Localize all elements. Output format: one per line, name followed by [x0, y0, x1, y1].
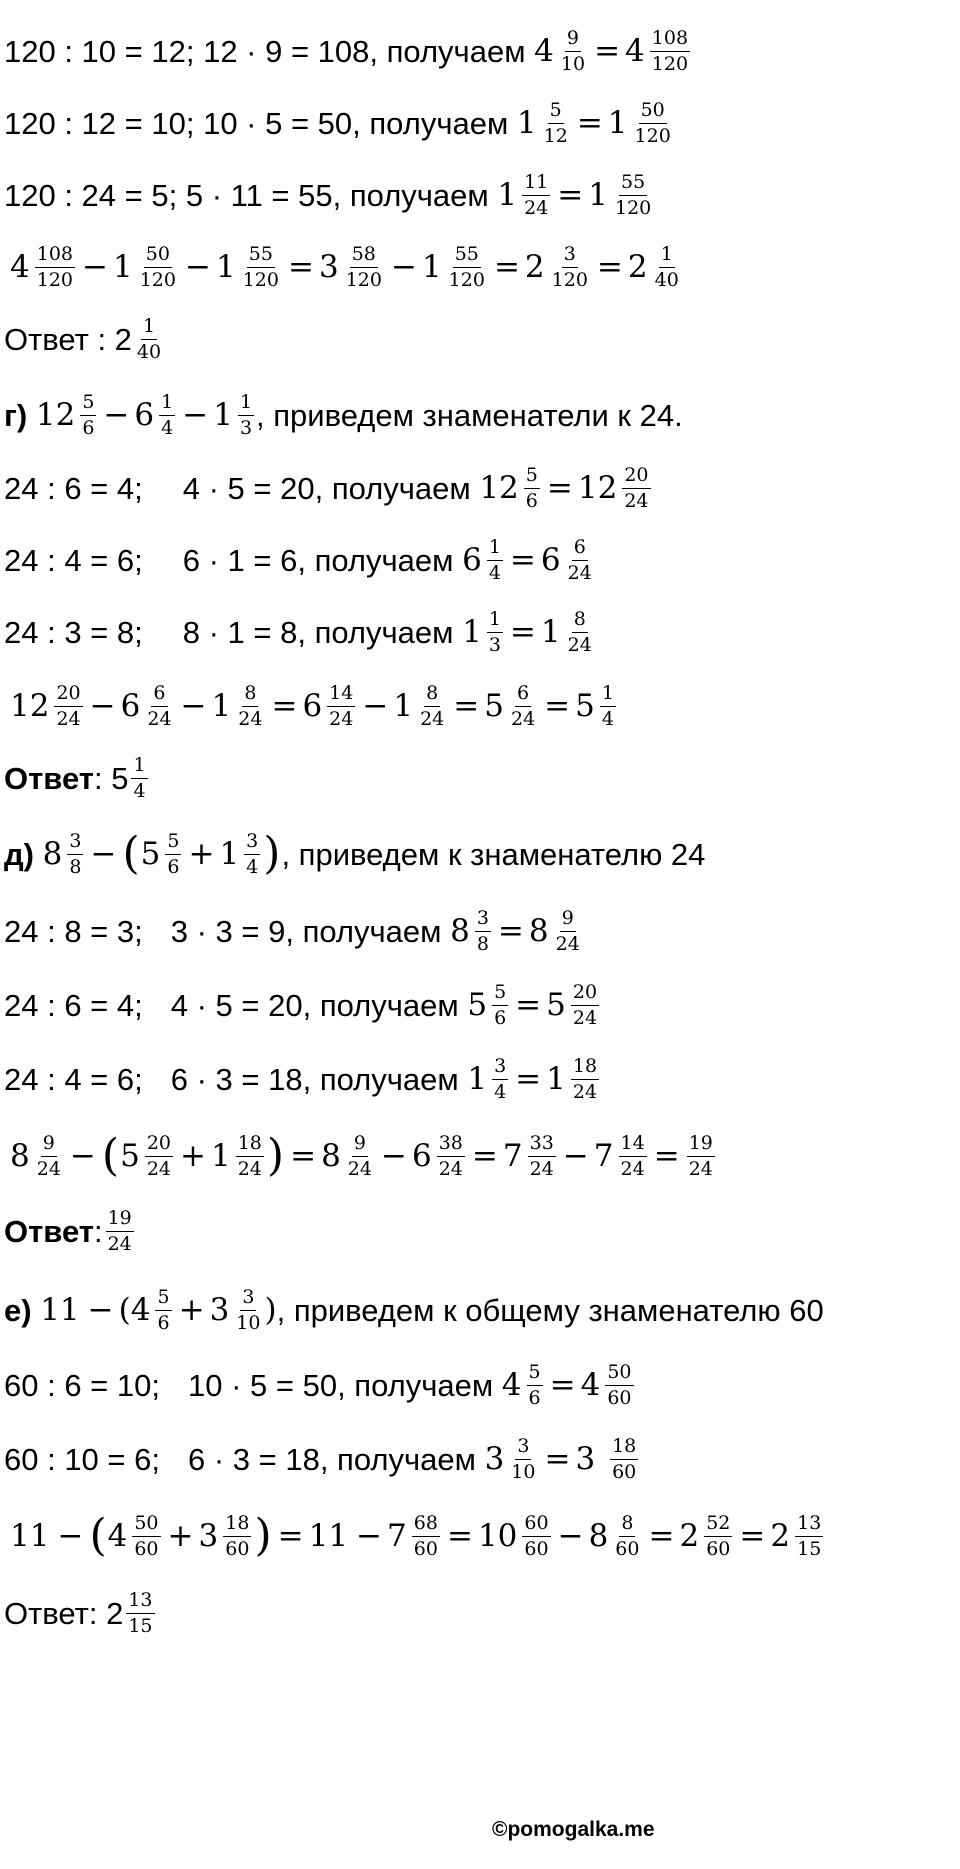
c-line-1: 120 : 10 = 12; 12 · 9 = 108, получаем 4 $\frac{9}{10}$ = 4 $\frac{108}{120}$ [4, 28, 950, 75]
d-line-3: 24 : 4 = 6; 6 · 3 = 18, получаем 1 $\frac{3}{4}$ = 1 $\frac{18}{24}$ [4, 1055, 598, 1103]
d-answer: Ответ : $\frac{19}{24}$ [4, 1207, 132, 1255]
g-line-2: 24 : 4 = 6; 6 · 1 = 6, получаем 6 $\frac{1}{4}$ = 6 $\frac{6}{24}$ [4, 536, 592, 584]
c-line-3: 120 : 24 = 5; 5 · 11 = 55, получаем 1 $\frac{11}{24}$ = 1 $\frac{55}{120}$ [4, 172, 950, 219]
g-calculation: 12 $\frac{20}{24}$ − 6 $\frac{6}{24}$ − 1 $\frac{8}{24}$ = 6 $\frac{14}{24}$ − 1 $\frac{8}{24}$ = 5 $\frac{6}{24}$ = 5 $\frac{1}{4}$ [10, 682, 614, 730]
e-calculation: 11 − ( 4 $\frac{50}{60}$ + 3 $\frac{18}{60}$ ) = 11 − 7 $\frac{68}{60}$ = 10 $\frac{60}{60}$ − 8 $\frac{8}{60}$ = 2 $\frac{52}{60}$ = 2 $\frac{13}{15}$ [10, 1510, 822, 1562]
d-line-1: 24 : 8 = 3; 3 · 3 = 9, получаем 8 $\frac{3}{8}$ = 8 $\frac{9}{24}$ [4, 907, 580, 955]
g-answer: Ответ : 5 $\frac{1}{4}$ [4, 754, 146, 802]
c-line-2-math: 1 $\frac{5}{12}$ = 1 $\frac{50}{120}$ [516, 99, 671, 147]
d-line-2: 24 : 6 = 4; 4 · 5 = 20, получаем 5 $\frac{5}{6}$ = 5 $\frac{20}{24}$ [4, 981, 598, 1029]
c-calculation: 4 $\frac{108}{120}$ − 1 $\frac{50}{120}$ − 1 $\frac{55}{120}$ = 3 $\frac{58}{120}$ − 1 $\frac{55}{120}$ = 2 $\frac{3}{120}$ = 2 $\frac{1}{40}$ [10, 243, 679, 291]
c-line-1-math: 4 $\frac{9}{10}$ = 4 $\frac{108}{120}$ [534, 27, 689, 75]
g-label: г) [4, 397, 28, 433]
g-line-1: 24 : 6 = 4; 4 · 5 = 20, получаем 12 $\frac{5}{6}$ = 12 $\frac{20}{24}$ [4, 464, 649, 512]
c-line-2: 120 : 12 = 10; 10 · 5 = 50, получаем 1 $\frac{5}{12}$ = 1 $\frac{50}{120}$ [4, 100, 950, 147]
g-task-expression: 12 $\frac{5}{6}$ − 6 $\frac{1}{4}$ − 1 $\frac{1}{3}$ [35, 391, 253, 439]
g-task: г) 12 $\frac{5}{6}$ − 6 $\frac{1}{4}$ − 1 $\frac{1}{3}$ , приведем знаменатели к 24. [4, 391, 683, 439]
watermark: ©pomogalka.me [492, 1818, 655, 1841]
e-line-2: 60 : 10 = 6; 6 · 3 = 18, получаем 3 $\frac{3}{10}$ = 3 $\frac{18}{60}$ [4, 1435, 637, 1483]
c-answer: Ответ : 2 $\frac{1}{40}$ [4, 315, 162, 363]
e-task: е) 11 − ( 4 $\frac{5}{6}$ + 3 $\frac{3}{10}$ ) , приведем к общему знаменателю 60 [4, 1286, 824, 1334]
e-line-1: 60 : 6 = 10; 10 · 5 = 50, получаем 4 $\frac{5}{6}$ = 4 $\frac{50}{60}$ [4, 1361, 632, 1409]
d-task: д) 8 $\frac{3}{8}$ − ( 5 $\frac{5}{6}$ + 1 $\frac{3}{4}$ ) , приведем к знаменателю 24 [4, 828, 706, 880]
g-line-3: 24 : 3 = 8; 8 · 1 = 8, получаем 1 $\frac{1}{3}$ = 1 $\frac{8}{24}$ [4, 608, 592, 656]
c-line-3-math: 1 $\frac{11}{24}$ = 1 $\frac{55}{120}$ [497, 171, 652, 219]
d-calculation: 8 $\frac{9}{24}$ − ( 5 $\frac{20}{24}$ + 1 $\frac{18}{24}$ ) = 8 $\frac{9}{24}$ − 6 $\frac{38}{24}$ = 7 $\frac{33}{24}$ − 7 $\frac{14}{24}$ = $\frac{19}{24}$ [10, 1130, 713, 1182]
d-label: д) [4, 836, 35, 872]
e-task-expression: 11 − ( 4 $\frac{5}{6}$ + 3 $\frac{3}{10}$ ) [40, 1286, 277, 1334]
d-task-expression: 8 $\frac{3}{8}$ − ( 5 $\frac{5}{6}$ + 1 $\frac{3}{4}$ ) [42, 828, 281, 880]
e-answer: Ответ: 2 $\frac{13}{15}$ [4, 1589, 153, 1637]
e-label: е) [4, 1292, 32, 1328]
